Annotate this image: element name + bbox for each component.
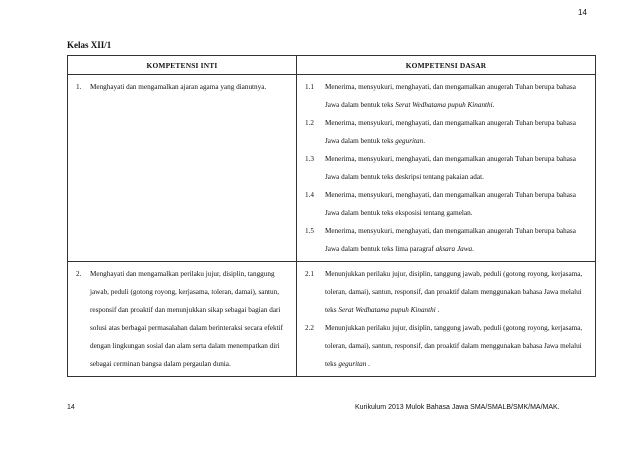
table-header-row [68,56,596,75]
kd-suffix: . [366,360,370,368]
kd-text [325,114,591,150]
header-kompetensi-inti: KOMPETENSI INTI [68,56,297,75]
kd-text [325,78,591,114]
ki-cell [68,75,297,262]
kd-plain-text: Menerima, mensyukuri, menghayati, dan mengamalkan anugerah Tuhan berupa bahasa Jawa dalam bentuk teks [325,83,576,109]
kd-number: 1.1 [305,83,314,91]
footer-curriculum-text: Kurikulum 2013 Mulok Bahasa Jawa SMA/SMALB/SMK/MA/MAK. [355,404,560,411]
kd-text [325,150,591,186]
kd-suffix: . [492,101,495,109]
ki-text: Menghayati dan mengamalkan ajaran agama yang dianutnya. [90,83,267,91]
kd-cell [297,75,596,262]
kd-plain-text: Menerima, mensyukuri, menghayati, dan mengamalkan anugerah Tuhan berupa bahasa Jawa dalam bentuk teks deskripsi tentang pakaian adat. [325,155,576,181]
kd-text [325,265,591,319]
ki-item [76,78,292,96]
kd-item [305,222,591,258]
kd-cell [297,262,596,377]
kd-number: 2.2 [305,324,314,332]
ki-text: Menghayati dan mengamalkan perilaku jujur, disiplin, tanggung jawab, peduli (gotong royong, kerjasama, toleran, damai), santun, responsif dan proaktif dan menunjukkan sikap sebagai bagian dari solusi atas berbagai permasalahan dalam berinteraksi secara efektif dengan lingkungan sosial dan alam serta dalam menempatkan diri sebagai cerminan bangsa dalam pergaulan dunia. [90,270,283,368]
kd-number: 2.1 [305,270,314,278]
ki-number: 1. [76,83,82,91]
kd-item [305,319,591,373]
kd-number: 1.2 [305,119,314,127]
ki-cell [68,262,297,377]
kd-suffix: . [423,137,426,145]
kd-number: 1.4 [305,191,314,199]
kd-plain-text: Menerima, mensyukuri, menghayati, dan mengamalkan anugerah Tuhan berupa bahasa Jawa dalam bentuk teks lima paragraf [325,227,576,253]
footer-page-number: 14 [67,404,75,411]
kd-italic-title: geguritan [338,360,367,368]
kd-italic-title: aksara Jawa [435,245,473,253]
kd-plain-text: Menerima, mensyukuri, menghayati, dan mengamalkan anugerah Tuhan berupa bahasa Jawa dalam bentuk teks eksposisi tentang gamelan. [325,191,576,217]
kd-italic-title: geguritan [395,137,424,145]
ki-item [76,265,292,373]
class-title: Kelas XII/1 [67,40,112,50]
kd-number: 1.3 [305,155,314,163]
kd-number: 1.5 [305,227,314,235]
kd-plain-text: Menerima, mensyukuri, menghayati, dan mengamalkan anugerah Tuhan berupa bahasa Jawa dalam bentuk teks [325,119,576,145]
kd-item [305,78,591,114]
kd-item [305,150,591,186]
kd-text [325,186,591,222]
kd-plain-text: Menunjukkan perilaku jujur, disiplin, tanggung jawab, peduli (gotong royong, kerjasama, toleran, damai), santun, responsif, dan proaktif dalam menggunakan bahasa Jawa melalui teks [325,270,583,314]
kd-text [325,222,591,258]
kd-italic-title: Serat Wedhatama pupuh Kinanthi [338,306,436,314]
kd-item [305,186,591,222]
ki-number: 2. [76,270,82,278]
table-row [68,262,596,377]
page-number-top: 14 [578,8,587,17]
kd-suffix: . [472,245,474,253]
kd-item [305,114,591,150]
kd-text [325,319,591,373]
kd-item [305,265,591,319]
kd-suffix: . [435,306,440,314]
header-kompetensi-dasar: KOMPETENSI DASAR [297,56,596,75]
competency-table [67,55,596,377]
kd-italic-title: Serat Wedhatama pupuh Kinanthi [395,101,493,109]
kd-plain-text: Menunjukkan perilaku jujur, disiplin, tanggung jawab, peduli (gotong royong, kerjasama, toleran, damai), santun, responsif, dan proaktif dalam menggunakan bahasa Jawa melalui teks [325,324,583,368]
table-row [68,75,596,262]
